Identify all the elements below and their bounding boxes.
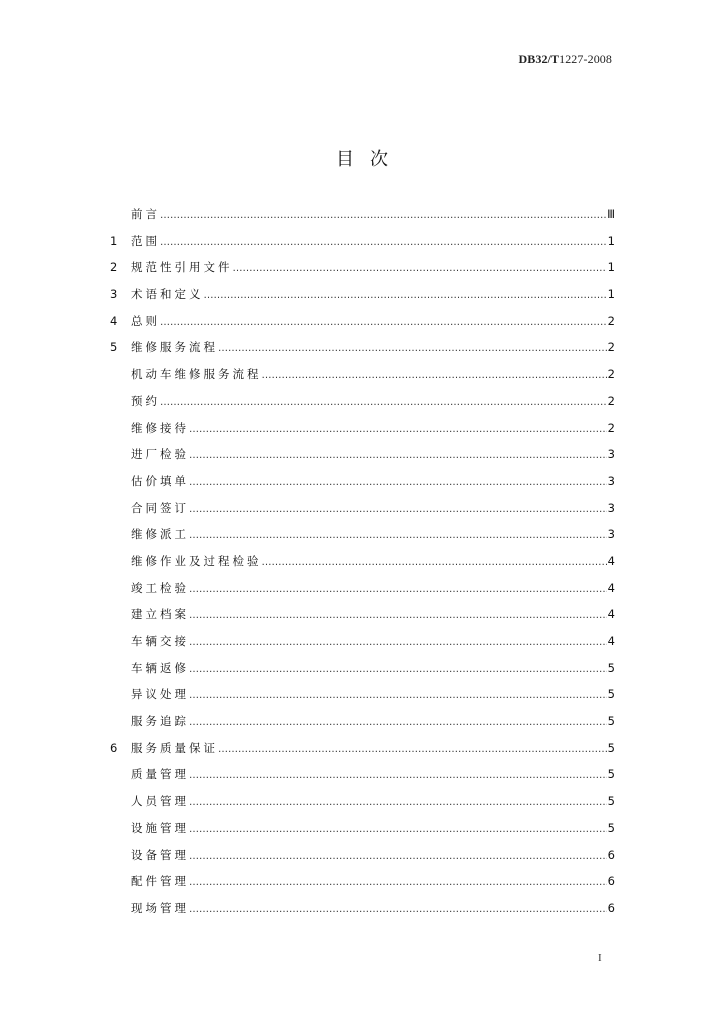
toc-entry-label: 进厂检验 (131, 447, 189, 462)
toc-entry-page: 5 (607, 660, 615, 675)
toc-entry-number: 4 (110, 313, 118, 328)
toc-leader-dots (189, 417, 607, 444)
toc-entry-label: 预约 (131, 393, 160, 408)
toc-leader-dots (189, 630, 607, 657)
toc-leader-dots (189, 897, 607, 924)
toc-entry-label: 服务质量保证 (131, 740, 218, 755)
toc-entry-label: 配件管理 (131, 874, 189, 889)
document-code (518, 52, 612, 67)
toc-entry-number: 6 (110, 740, 118, 755)
toc-leader-dots (262, 550, 607, 577)
toc-entry[interactable] (110, 388, 615, 415)
toc-entry-page: 5 (607, 794, 615, 809)
toc-leader-dots (189, 790, 607, 817)
toc-entry-page: 3 (607, 473, 615, 488)
toc-entry[interactable] (110, 788, 615, 815)
toc-entry-page: 5 (607, 714, 615, 729)
toc-entry[interactable] (110, 361, 615, 388)
toc-entry-page: 5 (607, 820, 615, 835)
document-code-prefix: DB32/T (518, 52, 560, 66)
toc-entry-page: 3 (607, 500, 615, 515)
toc-entry[interactable] (110, 495, 615, 522)
toc-entry-page: 2 (607, 367, 615, 382)
toc-entry[interactable] (110, 468, 615, 495)
toc-leader-dots (262, 363, 607, 390)
toc-entry-page: 5 (607, 687, 615, 702)
toc-entry-page: 2 (607, 420, 615, 435)
toc-entry-page: 4 (607, 580, 615, 595)
toc-entry[interactable] (110, 895, 615, 922)
toc-entry-label: 设备管理 (131, 847, 189, 862)
toc-entry-label: 质量管理 (131, 767, 189, 782)
toc-entry-label: 异议处理 (131, 687, 189, 702)
toc-entry-label: 估价填单 (131, 473, 189, 488)
toc-leader-dots (189, 497, 607, 524)
toc-leader-dots (189, 763, 607, 790)
toc-entry-label: 范围 (131, 233, 160, 248)
toc-leader-dots (189, 443, 607, 470)
toc-entry-page: 5 (607, 767, 615, 782)
toc-entry-label: 服务追踪 (131, 714, 189, 729)
toc-entry[interactable] (110, 415, 615, 442)
toc-entry-page: Ⅲ (607, 207, 615, 221)
toc-entry-page: 6 (607, 847, 615, 862)
toc-entry[interactable] (110, 441, 615, 468)
toc-entry-label: 人员管理 (131, 794, 189, 809)
toc-entry-page: 5 (607, 740, 615, 755)
toc-entry[interactable] (110, 735, 615, 762)
page-number: I (598, 952, 602, 964)
toc-leader-dots (204, 283, 607, 310)
toc-entry-label: 现场管理 (131, 900, 189, 915)
toc-leader-dots (218, 336, 607, 363)
toc-entry-label: 前言 (131, 207, 160, 221)
toc-entry-page: 3 (607, 447, 615, 462)
toc-entry[interactable] (110, 628, 615, 655)
toc-entry[interactable] (110, 761, 615, 788)
toc-leader-dots (189, 683, 607, 710)
toc-entry-label: 维修服务流程 (131, 340, 218, 355)
toc-entry[interactable] (110, 254, 615, 281)
toc-entry-page: 4 (607, 607, 615, 622)
toc-leader-dots (189, 844, 607, 871)
toc-entry-label: 设施管理 (131, 820, 189, 835)
toc-leader-dots (189, 710, 607, 737)
toc-entry-number: 1 (110, 233, 118, 248)
toc-entry[interactable] (110, 601, 615, 628)
toc-entry[interactable] (110, 521, 615, 548)
toc-entry-label: 车辆返修 (131, 660, 189, 675)
toc-entry[interactable] (110, 842, 615, 869)
toc-entry-page: 4 (607, 553, 615, 568)
toc-entry[interactable] (110, 201, 615, 228)
toc-entry[interactable] (110, 708, 615, 735)
toc-entry[interactable] (110, 815, 615, 842)
toc-title: 目次 (336, 149, 404, 170)
toc-entry-label: 维修接待 (131, 420, 189, 435)
toc-entry-label: 竣工检验 (131, 580, 189, 595)
toc-entry[interactable] (110, 228, 615, 255)
toc-entry-label: 建立档案 (131, 607, 189, 622)
toc-entry-page: 2 (607, 313, 615, 328)
toc-entry[interactable] (110, 548, 615, 575)
toc-entry-page: 2 (607, 393, 615, 408)
toc-entry-page: 1 (607, 233, 615, 248)
toc-entry-page: 2 (607, 340, 615, 355)
toc-entry-number: 3 (110, 287, 118, 302)
toc-entry-page: 3 (607, 527, 615, 542)
toc-leader-dots (189, 657, 607, 684)
toc-entry-page: 1 (607, 260, 615, 275)
toc-leader-dots (189, 817, 607, 844)
toc-leader-dots (160, 203, 606, 230)
toc-entry-label: 维修派工 (131, 527, 189, 542)
toc-entry-page: 1 (607, 287, 615, 302)
toc-leader-dots (189, 523, 607, 550)
toc-entry[interactable] (110, 308, 615, 335)
toc-entry[interactable] (110, 655, 615, 682)
toc-entry[interactable] (110, 868, 615, 895)
toc-leader-dots (189, 577, 607, 604)
toc-leader-dots (160, 390, 607, 417)
toc-leader-dots (189, 603, 607, 630)
toc-leader-dots (160, 230, 607, 257)
toc-entry-label: 总则 (131, 313, 160, 328)
toc-leader-dots (218, 737, 607, 764)
toc-entry[interactable] (110, 681, 615, 708)
toc-entry[interactable] (110, 334, 615, 361)
toc-leader-dots (189, 870, 607, 897)
toc-entry-label: 术语和定义 (131, 287, 204, 302)
toc-leader-dots (233, 256, 607, 283)
toc-entry-label: 车辆交接 (131, 634, 189, 648)
toc-entry-label: 合同签订 (131, 500, 189, 515)
toc-entry-page: 4 (607, 634, 615, 648)
document-code-suffix: 1227-2008 (559, 52, 612, 66)
toc-entry-number: 2 (110, 260, 118, 275)
table-of-contents (110, 201, 615, 922)
toc-entry[interactable] (110, 281, 615, 308)
toc-entry-page: 6 (607, 874, 615, 889)
toc-entry[interactable] (110, 575, 615, 602)
toc-leader-dots (189, 470, 607, 497)
toc-entry-page: 6 (607, 900, 615, 915)
toc-entry-number: 5 (110, 340, 118, 355)
toc-entry-label: 规范性引用文件 (131, 260, 233, 275)
toc-entry-label: 维修作业及过程检验 (131, 553, 262, 568)
toc-entry-label: 机动车维修服务流程 (131, 367, 262, 382)
toc-leader-dots (160, 310, 607, 337)
